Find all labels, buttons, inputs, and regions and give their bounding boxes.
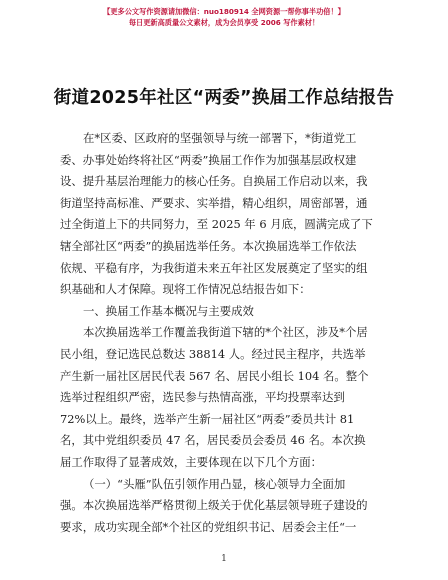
text-line: 织基础和人才保障。现将工作情况总结报告如下： <box>60 282 311 297</box>
page-number: 1 <box>221 554 227 564</box>
text-line: 名，其中党组织委员 47 名，居民委员会委员 46 名。本次换 <box>60 433 366 448</box>
text-line: 产生新一届社区居民代表 567 名、居民小组长 104 名。整个 <box>60 368 369 383</box>
text-line: 委、办事处始终将社区“两委”换届工作作为加强基层政权建 <box>60 152 357 167</box>
text-line: 届工作取得了显著成效，主要体现在以下几个方面： <box>60 454 322 469</box>
text-line: 选举过程组织严密，选民参与热情高涨，平均投票率达到 <box>60 390 345 405</box>
text-line: 72%以上。最终，选举产生新一届社区“两委”委员共计 81 <box>60 411 355 426</box>
text-line: 在*区委、区政府的坚强领导与统一部署下，*街道党工 <box>83 131 357 145</box>
promo-banner <box>0 6 448 28</box>
document-body <box>60 128 382 538</box>
text-line: 过全街道上下的共同努力，至 2025 年 6 月底，圆满完成了下 <box>60 217 373 232</box>
text-line: 设、提升基层治理能力的核心任务。自换届工作启动以来，我 <box>60 174 368 189</box>
text-line: 街道坚持高标准、严要求、实举措，精心组织，周密部署，通 <box>60 195 368 210</box>
text-line: 强。本次换届选举严格贯彻上级关于优化基层领导班子建设的 <box>60 498 368 513</box>
subsection-heading: （一）“头雁”队伍引领作用凸显，核心领导力全面加 <box>83 476 346 491</box>
text-line: 依规、平稳有序，为我街道未来五年社区发展奠定了坚实的组 <box>60 260 368 275</box>
text-line: 本次换届选举工作覆盖我街道下辖的*个社区，涉及*个居 <box>83 325 368 340</box>
text-line: 民小组，登记选民总数达 38814 人。经过民主程序，共选举 <box>60 346 366 361</box>
banner-line-1: 【更多公文写作资源请加微信：nuo180914 全网资源一帮你事半功倍！】 <box>103 7 345 16</box>
banner-line-2: 每日更新高质量公文素材，成为会员享受 2006 写作素材！ <box>128 18 320 27</box>
text-line: 要求，成功实现全部*个社区的党组织书记、居委会主任“一 <box>60 519 357 534</box>
text-line: 辖全部社区“两委”的换届选举任务。本次换届选举工作依法 <box>60 238 357 253</box>
document-title: 街道2025年社区“两委”换届工作总结报告 <box>53 88 395 108</box>
section-heading: 一、换届工作基本概况与主要成效 <box>83 303 254 318</box>
